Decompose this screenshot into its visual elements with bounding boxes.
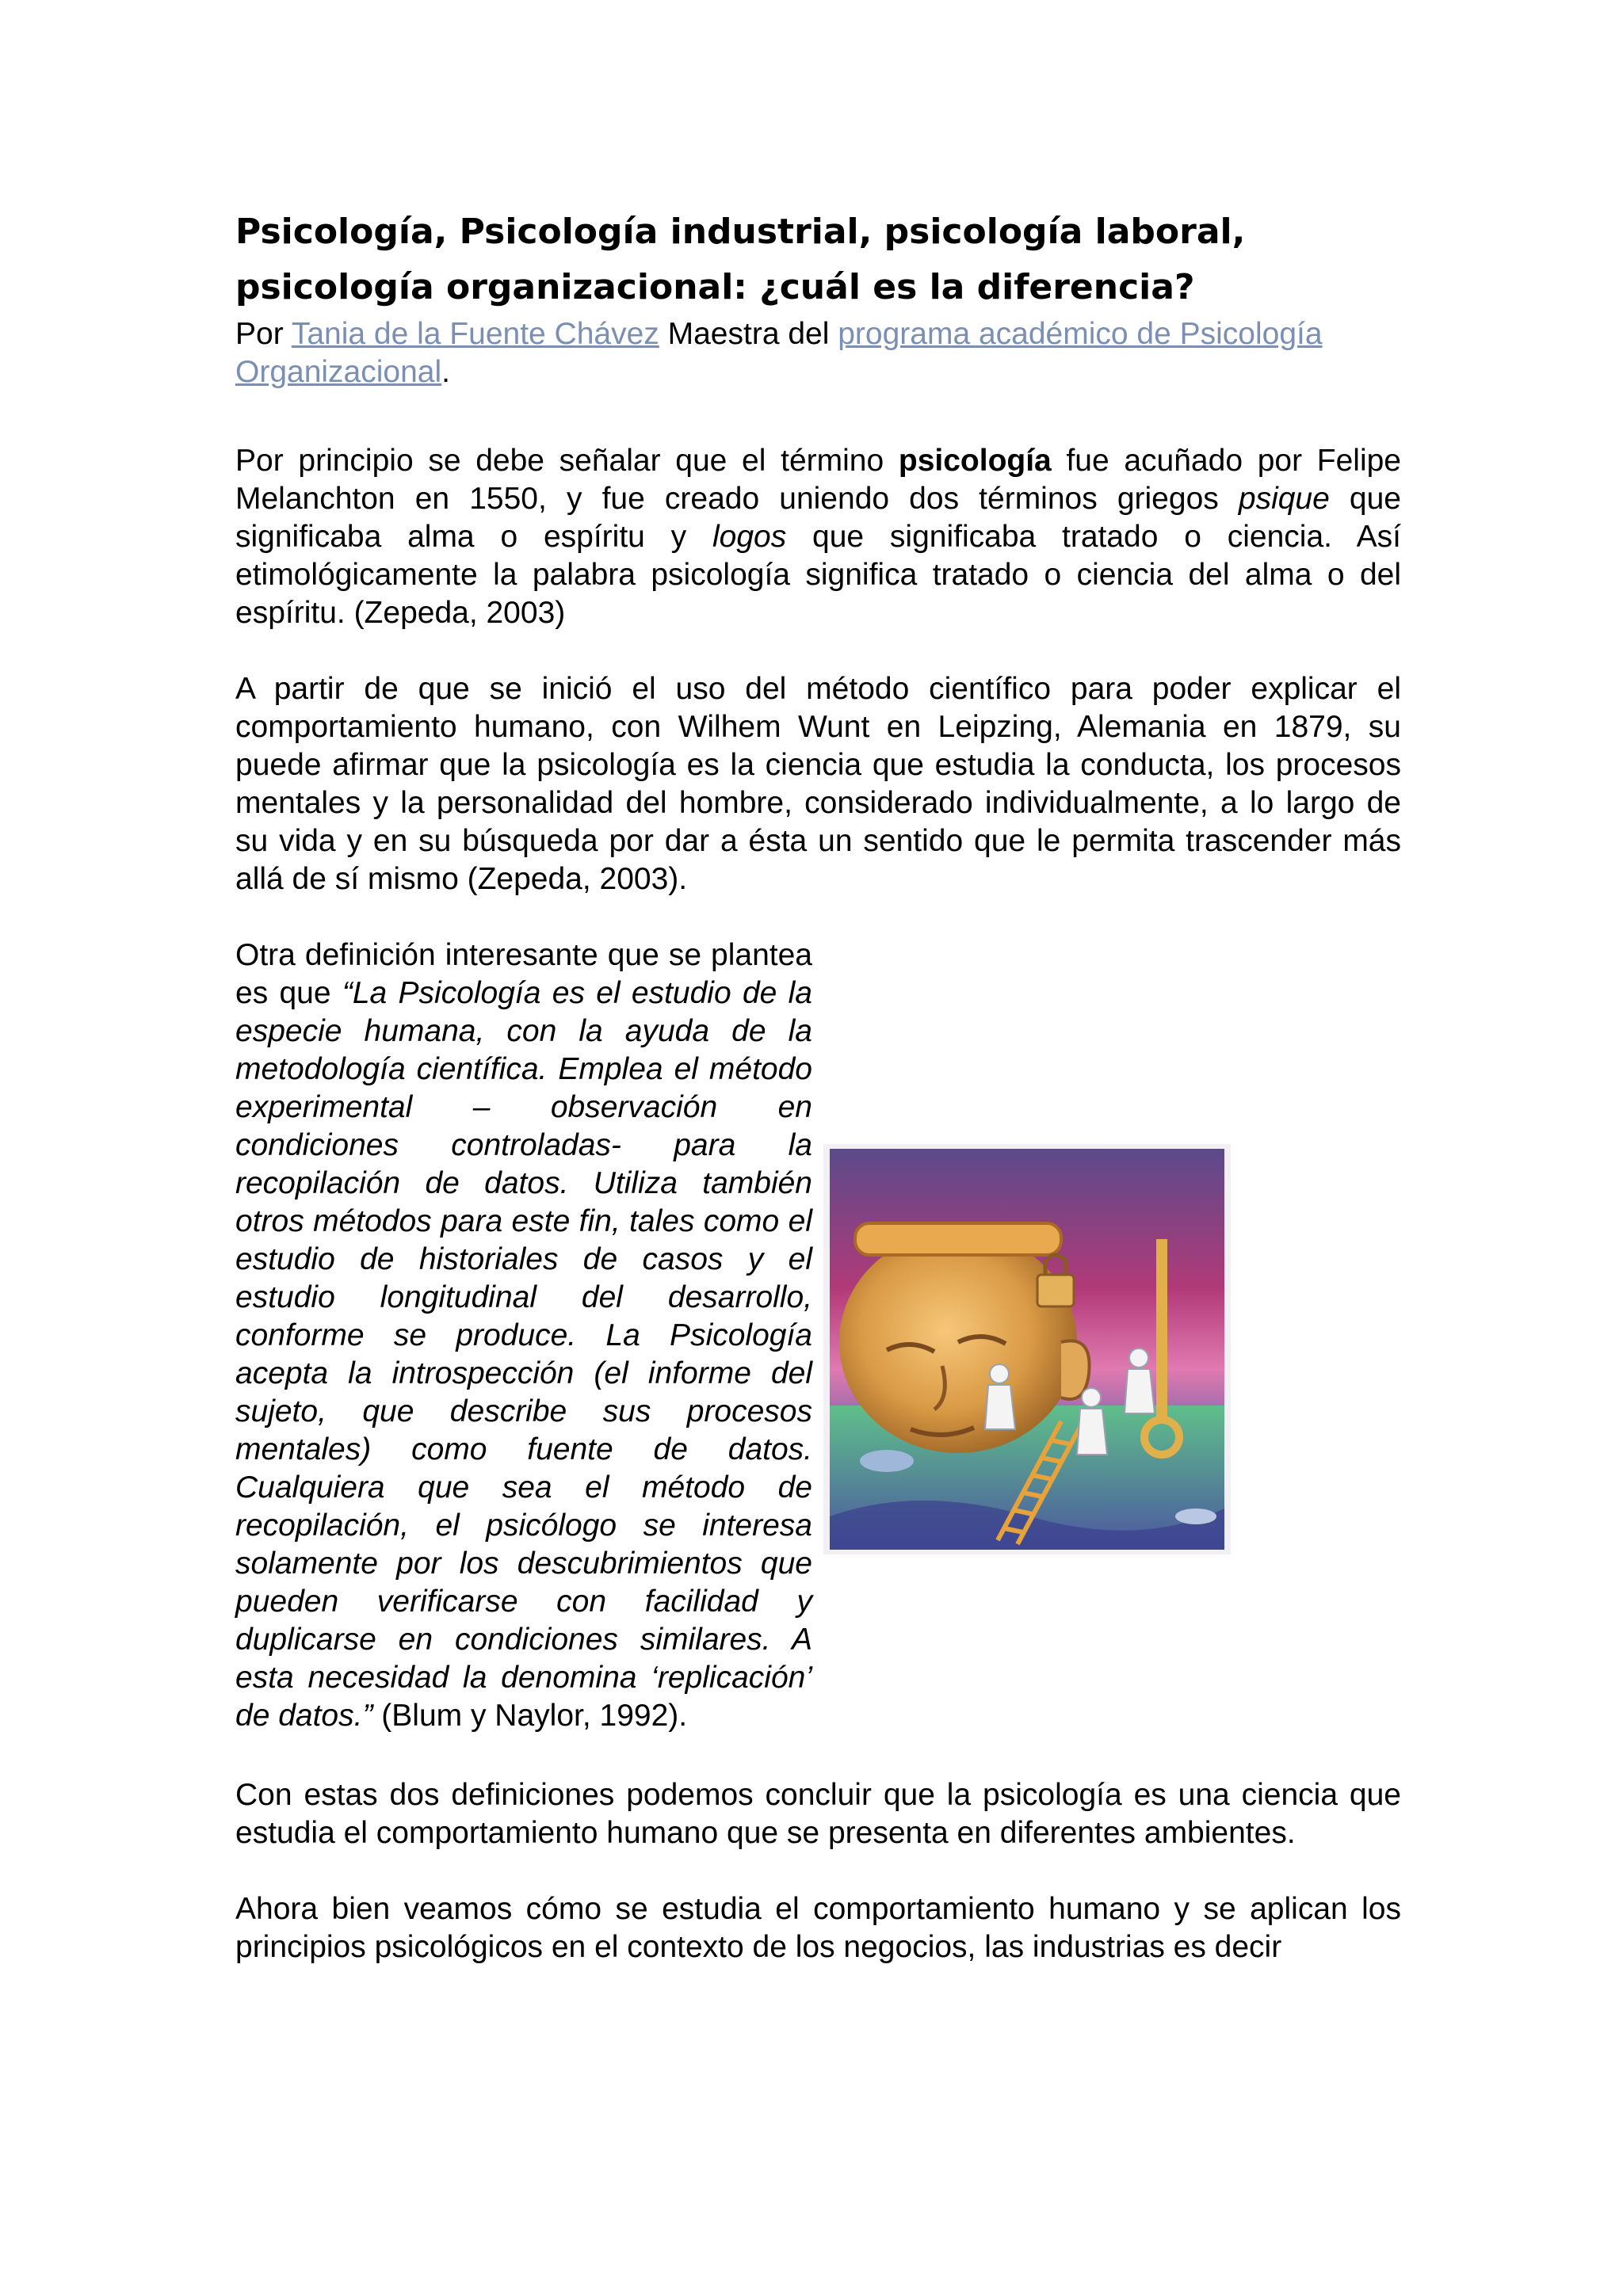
- paragraph-4: Con estas dos definiciones podemos concluir que la psicología es una ciencia que estudia el comportamiento humano que se presenta en diferentes ambientes.: [235, 1778, 1401, 1850]
- p1-bold-term: psicología: [898, 444, 1052, 478]
- paragraph-3: [235, 936, 812, 1735]
- program-link[interactable]: programa académico de Psicología Organizacional: [235, 317, 1323, 389]
- p1-italic-psique: psique: [1238, 482, 1330, 516]
- author-link[interactable]: Tania de la Fuente Chávez: [291, 317, 659, 351]
- title-line-2: psicología organizacional: ¿cuál es la diferencia?: [235, 267, 1195, 307]
- byline-prefix: Por: [235, 317, 292, 351]
- p1-text-a: Por principio se debe señalar que el término: [235, 444, 899, 478]
- paragraph-2: A partir de que se inició el uso del método científico para poder explicar el comportamiento humano, con Wilhem Wunt en Leipzing, Alemania en 1879, su puede afirmar que la psicología es la ciencia que estudia la conducta, los procesos mentales y la personalidad del hombre, considerado individualmente, a lo largo de su vida y en su búsqueda por dar a ésta un sentido que le permita trascender más allá de sí mismo (Zepeda, 2003).: [235, 672, 1401, 896]
- title-line-1: Psicología, Psicología industrial, psicología laboral,: [235, 212, 1246, 252]
- paragraph-1: [235, 442, 1401, 632]
- p3-text-a: Otra definición interesante que se plantea es que: [235, 938, 812, 1010]
- p3-quote: “La Psicología es el estudio de la especie humana, con la ayuda de la metodología científica. Emplea el método experimental – observación en condiciones controladas- para la recopilación de datos. Utiliza también otros métodos para este fin, tales como el estudio de historiales de casos y el estudio longitudinal del desarrollo, conforme se produce. La Psicología acepta la introspección (el informe del sujeto, que describe sus procesos mentales) como fuente de datos. Cualquiera que sea el método de recopilación, el psicólogo se interesa solamente por los descubrimientos que pueden verificarse con facilidad y duplicarse en condiciones similares. A esta necesidad la denomina ‘replicación’ de datos.”: [235, 976, 812, 1733]
- illustration-image: [823, 1144, 1231, 1554]
- p1-text-e: que significaba alma o espíritu y: [235, 482, 1401, 554]
- byline: [235, 315, 1401, 391]
- paragraph-5: Ahora bien veamos cómo se estudia el comportamiento humano y se aplican los principios psicológicos en el contexto de los negocios, las industrias es decir: [235, 1892, 1401, 1964]
- byline-suffix: .: [441, 355, 450, 389]
- article-title: [235, 204, 1401, 315]
- p1-text-g: que significaba tratado o ciencia. Así etimológicamente la palabra psicología significa tratado o ciencia del alma o del espíritu. (Zepeda, 2003): [235, 520, 1401, 630]
- p1-italic-logos: logos: [712, 520, 787, 554]
- paragraph-3-with-figure: [235, 936, 1401, 1776]
- document-page: [235, 204, 1401, 1966]
- p3-citation: (Blum y Naylor, 1992).: [372, 1699, 688, 1733]
- byline-middle: Maestra del: [659, 317, 838, 351]
- p1-text-c: fue acuñado por Felipe Melanchton en 1550, y fue creado uniendo dos términos griegos: [235, 444, 1401, 516]
